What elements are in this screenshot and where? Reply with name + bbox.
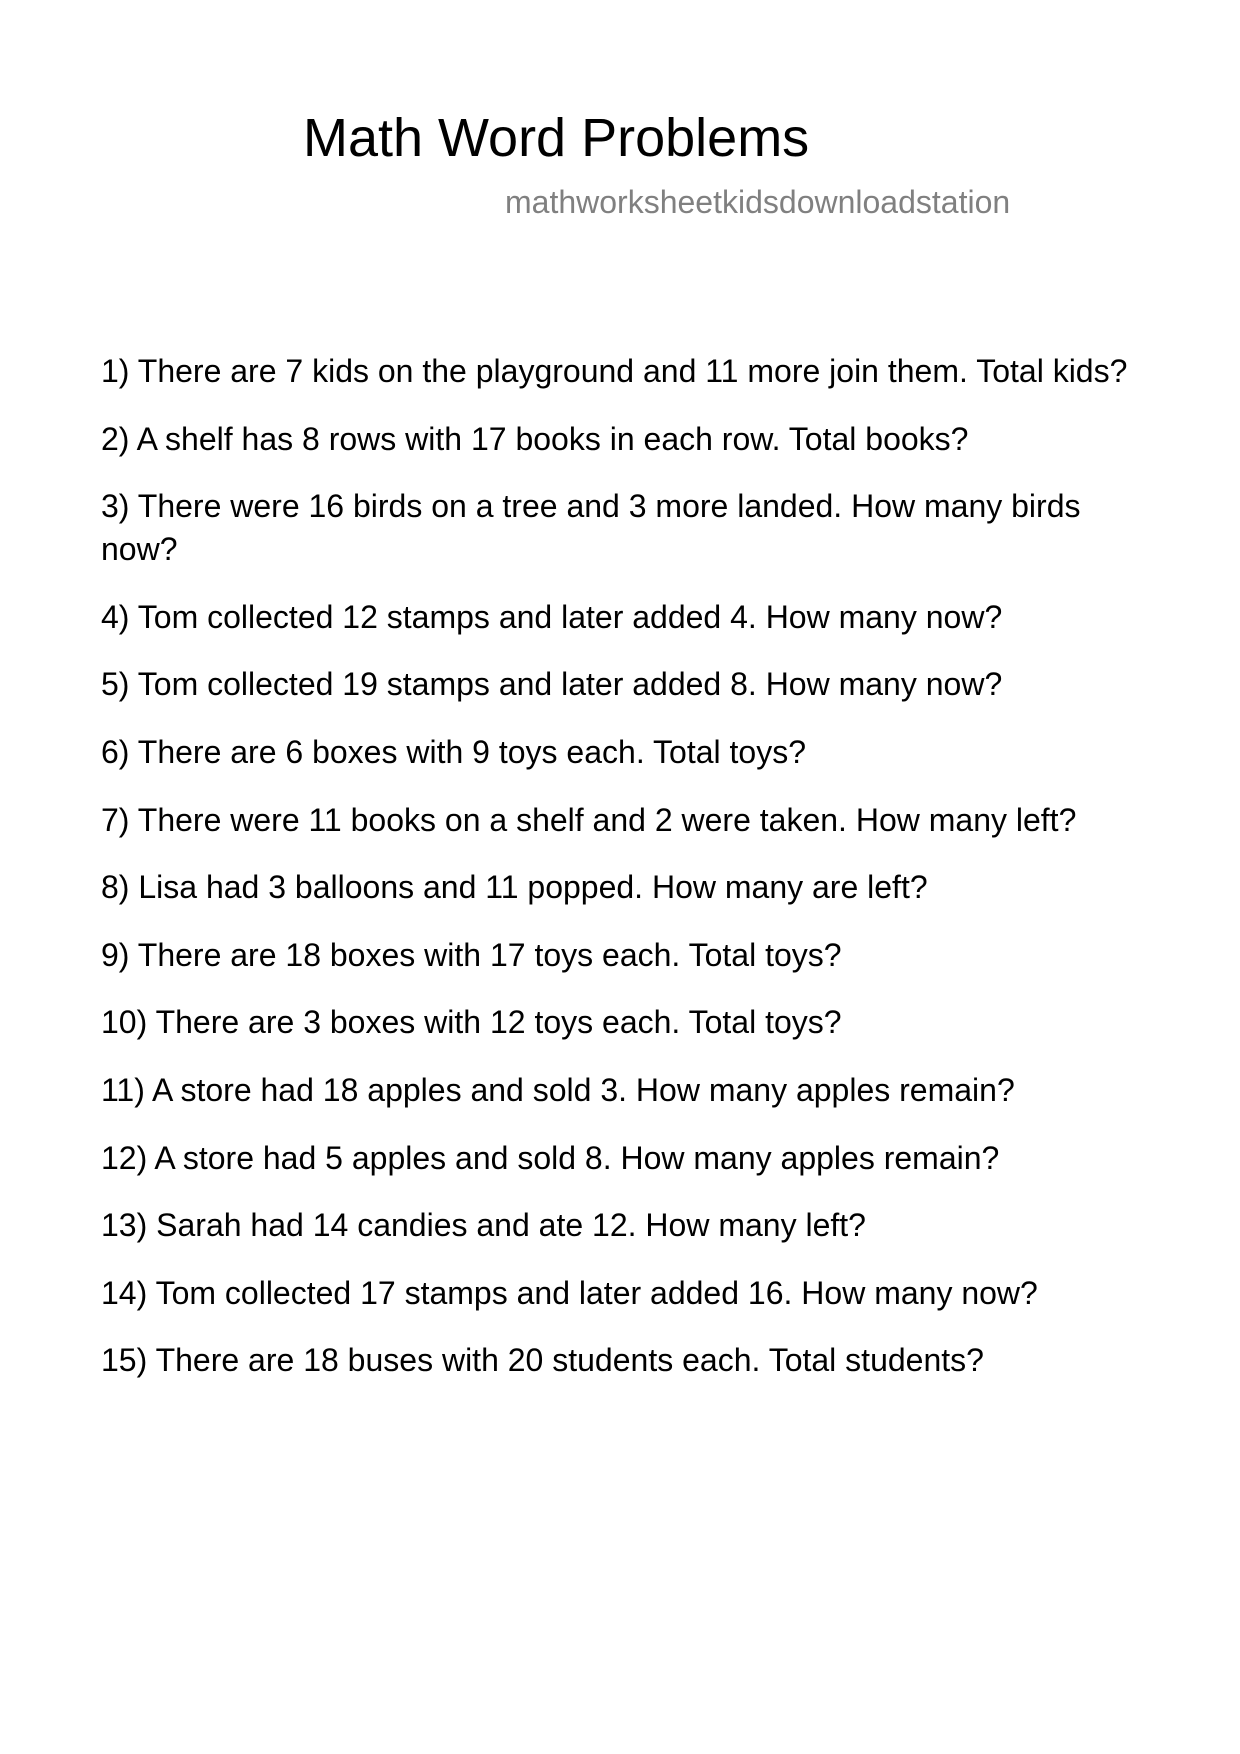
- problem-item: 12) A store had 5 apples and sold 8. How many apples remain?: [101, 1139, 1000, 1176]
- problem-item: 8) Lisa had 3 balloons and 11 popped. How many are left?: [101, 869, 928, 906]
- problem-item: 15) There are 18 buses with 20 students each. Total students?: [101, 1342, 984, 1379]
- problem-item: 11) A store had 18 apples and sold 3. How many apples remain?: [101, 1071, 1015, 1108]
- page-title: Math Word Problems: [303, 108, 810, 168]
- problem-item: 4) Tom collected 12 stamps and later added 4. How many now?: [101, 598, 1003, 635]
- problem-item: 1) There are 7 kids on the playground and 11 more join them. Total kids?: [101, 353, 1128, 389]
- problem-item: 3) There were 16 birds on a tree and 3 more landed. How many birds now?: [101, 488, 1081, 568]
- source-subtitle: mathworksheetkidsdownloadstation: [505, 184, 1011, 220]
- problem-item: 6) There are 6 boxes with 9 toys each. Total toys?: [101, 733, 806, 770]
- problem-item: 2) A shelf has 8 rows with 17 books in each row. Total books?: [101, 420, 969, 457]
- problem-item: 5) Tom collected 19 stamps and later added 8. How many now?: [101, 666, 1003, 703]
- problem-item: 10) There are 3 boxes with 12 toys each. Total toys?: [101, 1004, 842, 1041]
- problem-item: 7) There were 11 books on a shelf and 2 were taken. How many left?: [101, 801, 1077, 838]
- problem-item: 14) Tom collected 17 stamps and later added 16. How many now?: [101, 1274, 1038, 1311]
- problem-item: 13) Sarah had 14 candies and ate 12. How many left?: [101, 1207, 866, 1244]
- problem-list: [101, 350, 1146, 1407]
- problem-item: 9) There are 18 boxes with 17 toys each. Total toys?: [101, 936, 842, 973]
